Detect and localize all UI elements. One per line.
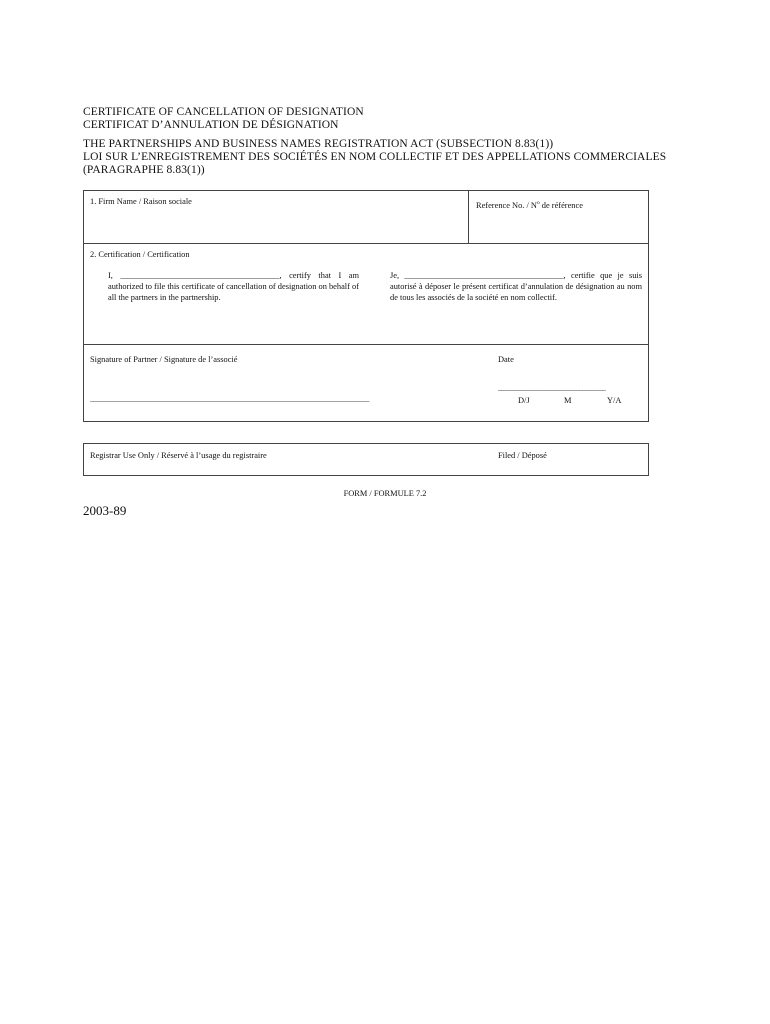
date-month-label: M: [564, 396, 572, 405]
document-heading: [83, 106, 683, 177]
date-line: _____________________________________: [498, 384, 606, 392]
date-day-label: D/J: [518, 396, 530, 405]
registrar-box: [83, 443, 649, 476]
act-french-paragraph: (PARAGRAPHE 8.83(1)): [83, 164, 205, 176]
filed-label: Filed / Déposé: [498, 451, 547, 460]
certification-title: 2. Certification / Certification: [90, 250, 190, 259]
certification-english: I, ______________________________________, certify that I am authorized to file this certificate of cancellation of designation on behalf of all the partners in the partnership.: [108, 271, 359, 302]
firm-name-box: [83, 190, 649, 244]
certification-box: [83, 243, 649, 345]
registrar-use-label: Registrar Use Only / Réservé à l’usage du registraire: [90, 451, 267, 460]
reference-number-label: Reference No. / $N^o$ de référence: [476, 200, 583, 210]
certification-french: Je, ______________________________________, certifie que je suis autorisé à déposer le présent certificat d’annulation de désignation au nom de tous les associés de la société en nom collectif.: [390, 271, 642, 302]
signature-label: Signature of Partner / Signature de l’associé: [90, 355, 238, 364]
signature-line: _____________________________________________________________________________________________: [90, 395, 369, 403]
date-year-label: Y/A: [607, 396, 622, 405]
divider: [468, 191, 469, 243]
title-french: CERTIFICAT D’ANNULATION DE DÉSIGNATION: [83, 119, 339, 131]
act-french: LOI SUR L’ENREGISTREMENT DES SOCIÉTÉS EN NOM COLLECTIF ET DES APPELLATIONS COMMERCIALES: [83, 151, 667, 163]
signature-box: [83, 344, 649, 422]
title-english: CERTIFICATE OF CANCELLATION OF DESIGNATION: [83, 106, 364, 118]
date-label: Date: [498, 355, 514, 364]
regulation-number: 2003-89: [83, 503, 127, 518]
form-number: FORM / FORMULE 7.2: [343, 489, 427, 498]
act-english: THE PARTNERSHIPS AND BUSINESS NAMES REGISTRATION ACT (SUBSECTION 8.83(1)): [83, 138, 554, 150]
firm-name-label: 1. Firm Name / Raison sociale: [90, 197, 192, 206]
